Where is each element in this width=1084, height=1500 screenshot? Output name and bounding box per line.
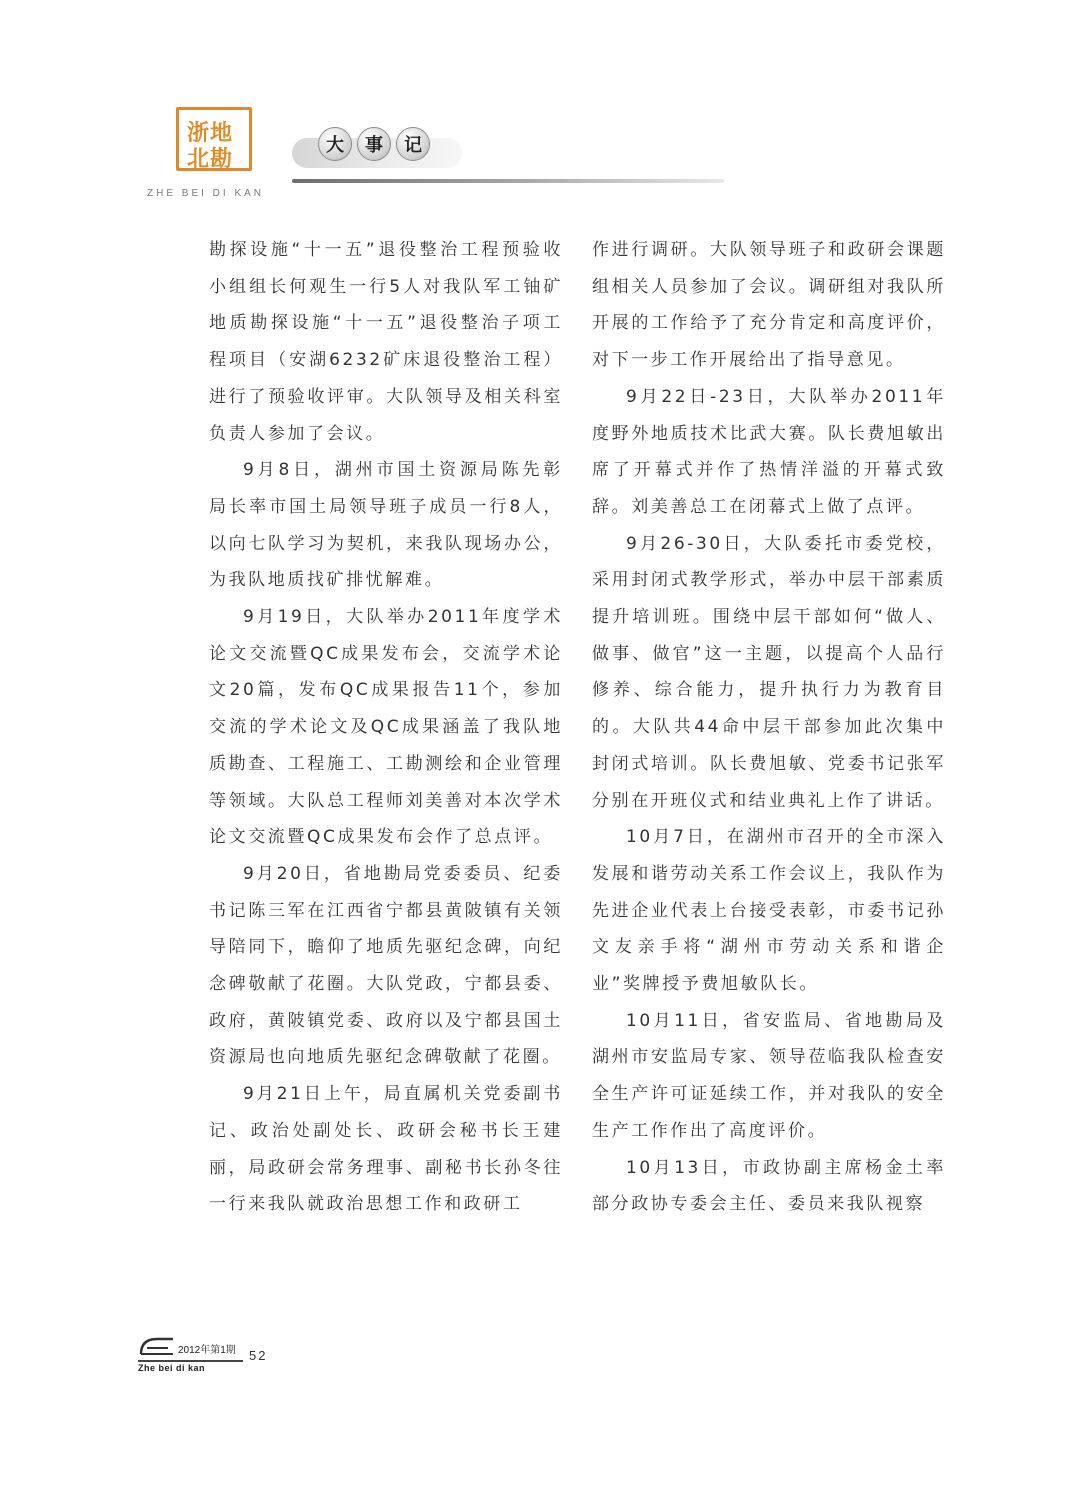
header-divider [292, 179, 724, 183]
footer-divider [138, 1360, 243, 1362]
logo-text-line1: 浙地 [187, 120, 234, 146]
section-char-1: 大 [318, 127, 352, 161]
section-char-3: 记 [396, 127, 430, 161]
paragraph: 9月8日，湖州市国土资源局陈先彰局长率市国土局领导班子成员一行8人，以向七队学习为契机，来我队现场办公，为我队地质找矿排忧解难。 [209, 460, 563, 591]
footer-logo-icon [138, 1336, 176, 1358]
paragraph: 作进行调研。大队领导班子和政研会课题组相关人员参加了会议。调研组对我队所开展的工作给予了充分肯定和高度评价，对下一步工作开展给出了指导意见。 [592, 240, 946, 371]
paragraph: 9月22日-23日，大队举办2011年度野外地质技术比武大赛。队长费旭敏出席了开幕式并作了热情洋溢的开幕式致辞。刘美善总工在闭幕式上做了点评。 [592, 386, 946, 517]
paragraph: 9月26-30日，大队委托市委党校，采用封闭式教学形式，举办中层干部素质提升培训班。围绕中层干部如何“做人、做事、做官”这一主题，以提高个人品行修养、综合能力，提升执行力为教育目的。大队共44命中层干部参加此次集中封闭式培训。队长费旭敏、党委书记张军分别在开班仪式和结业典礼上作了讲话。 [592, 533, 946, 811]
paragraph: 9月20日，省地勘局党委委员、纪委书记陈三军在江西省宁都县黄陂镇有关领导陪同下，瞻仰了地质先驱纪念碑，向纪念碑敬献了花圈。大队党政，宁都县委、政府，黄陂镇党委、政府以及宁都县国土资源局也向地质先驱纪念碑敬献了花圈。 [209, 863, 563, 1068]
issue-label: 2012年第1期 [178, 1345, 236, 1356]
paragraph: 10月13日，市政协副主席杨金土率部分政协专委会主任、委员来我队视察 [592, 1157, 946, 1215]
left-column [209, 232, 563, 1223]
brand-subtitle: ZHE BEI DI KAN [147, 188, 265, 199]
footer-brand: Zhe bei di kan [138, 1363, 206, 1373]
right-column [592, 232, 946, 1223]
paragraph: 9月21日上午，局直属机关党委副书记、政治处副处长、政研会秘书长王建丽，局政研会常务理事、副秘书长孙冬往一行来我队就政治思想工作和政研工 [209, 1084, 563, 1215]
page-number: 52 [249, 1348, 268, 1363]
logo-text-line2: 北勘 [187, 146, 234, 172]
section-char-2: 事 [357, 127, 391, 161]
paragraph: 10月7日，在湖州市召开的全市深入发展和谐劳动关系工作会议上，我队作为先进企业代表上台接受表彰，市委书记孙文友亲手将“湖州市劳动关系和谐企业”奖牌授予费旭敏队长。 [592, 827, 946, 995]
paragraph: 勘探设施“十一五”退役整治工程预验收小组组长何观生一行5人对我队军工铀矿地质勘探设施“十一五”退役整治子项工程项目（安湖6232矿床退役整治工程）进行了预验收评审。大队领导及相关科室负责人参加了会议。 [209, 240, 563, 444]
magazine-logo [176, 107, 252, 171]
paragraph: 10月11日，省安监局、省地勘局及湖州市安监局专家、领导莅临我队检查安全生产许可证延续工作，并对我队的安全生产工作作出了高度评价。 [592, 1010, 946, 1141]
paragraph: 9月19日，大队举办2011年度学术论文交流暨QC成果发布会，交流学术论文20篇，发布QC成果报告11个，参加交流的学术论文及QC成果涵盖了我队地质勘查、工程施工、工勘测绘和企业管理等领域。大队总工程师刘美善对本次学术论文交流暨QC成果发布会作了总点评。 [209, 607, 563, 848]
